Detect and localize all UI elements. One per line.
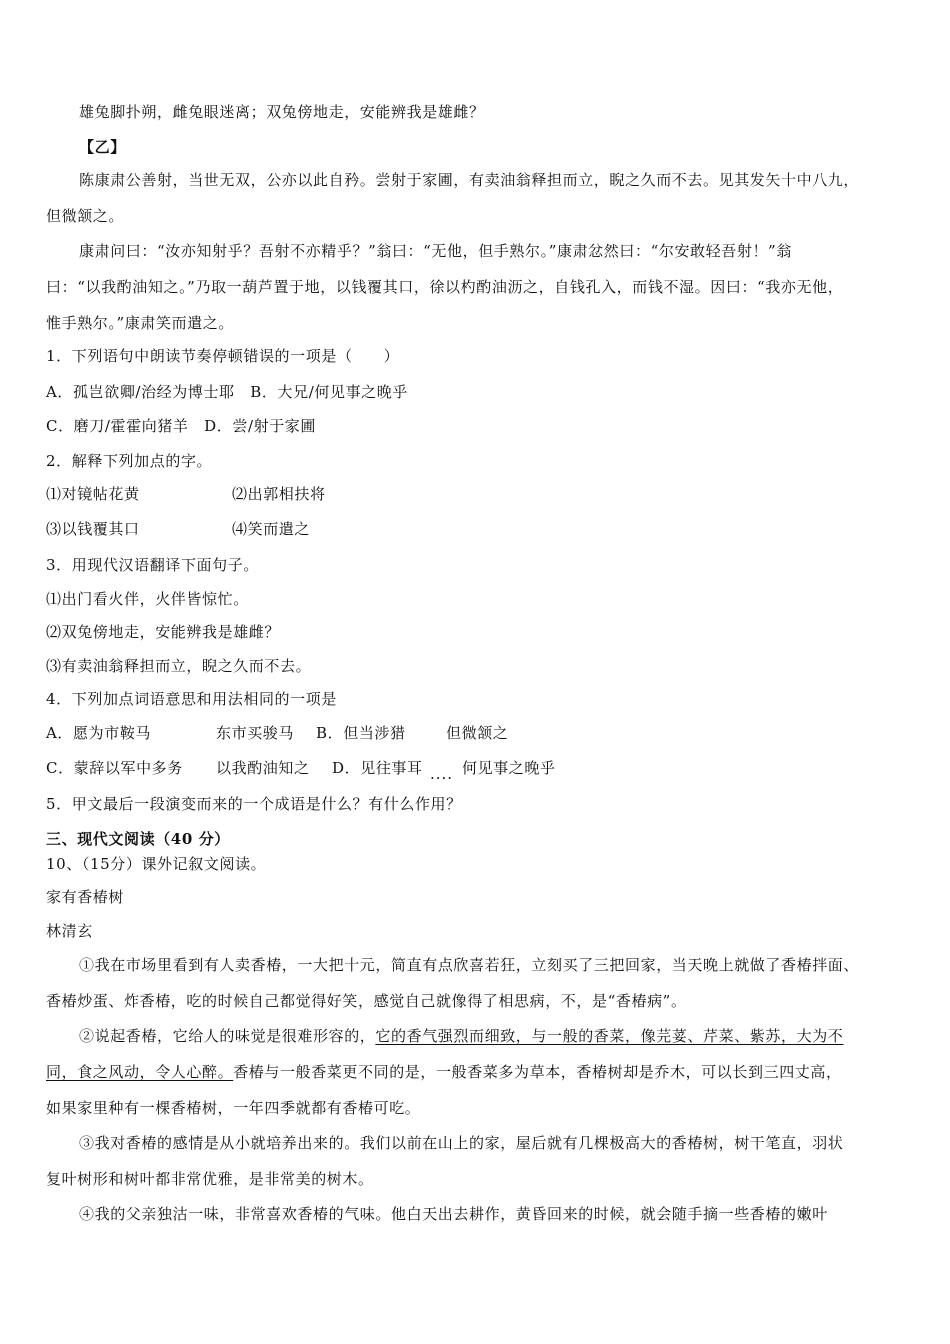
yi-paragraph-1-line-1: 陈康肃公善射，当世无双，公亦以此自矜。尝射于家圃，有卖油翁释担而立，睨之久而不去。见其发矢十中八九，: [79, 171, 860, 189]
paragraph-3-line-2: 复叶树形和树叶都非常优雅，是非常美的树木。: [46, 1170, 374, 1188]
yi-paragraph-2-line-3: 惟手熟尔。”康肃笑而遣之。: [46, 314, 234, 332]
section-3-heading: 三、现代文阅读（40 分）: [46, 830, 230, 848]
question-5: 5．甲文最后一段演变而来的一个成语是什么？有什么作用？: [46, 795, 462, 813]
question-4: 4．下列加点词语意思和用法相同的一项是: [46, 690, 337, 708]
question-4-option-d: D．见往事耳: [332, 759, 423, 777]
article-title: 家有香椿树: [46, 888, 125, 906]
question-2-item-1: ⑴对镜帖花黄: [46, 485, 140, 503]
yi-paragraph-1-line-2: 但微颔之。: [46, 207, 125, 225]
yi-heading: 【乙】: [79, 138, 126, 156]
emphasis-dots: ....: [430, 765, 454, 783]
paragraph-1-line-1: ①我在市场里看到有人卖香椿，一大把十元，简直有点欣喜若狂，立刻买了三把回家，当天晚上就做了香椿拌面、: [79, 956, 860, 974]
question-10-heading: 10、（15分）课外记叙文阅读。: [46, 855, 267, 873]
paragraph-2-line-1: [79, 1026, 843, 1046]
question-2-item-2: ⑵出郭相扶将: [232, 485, 326, 503]
paragraph-1-line-2: 香椿炒蛋、炸香椿，吃的时候自己都觉得好笑，感觉自己就像得了相思病，不，是“香椿病”。: [46, 992, 687, 1010]
paragraph-4-line-1: ④我的父亲独沽一味，非常喜欢香椿的气味。他白天出去耕作，黄昏回来的时候，就会随手摘一些香椿的嫩叶: [79, 1205, 828, 1223]
paragraph-2-line-3: 如果家里种有一棵香椿树，一年四季就都有香椿可吃。: [46, 1099, 421, 1117]
question-3-item-2: ⑵双兔傍地走，安能辨我是雄雌？: [46, 623, 281, 641]
question-1-options-ab: A．孤岂欲卿/治经为博士耶 B．大兄/何见事之晚乎: [46, 383, 408, 401]
question-2-item-3: ⑶以钱覆其口: [46, 520, 140, 538]
paragraph-2-line-2: [46, 1062, 842, 1082]
yi-paragraph-2-line-1: 康肃问曰：“汝亦知射乎？吾射不亦精乎？”翁曰：“无他，但手熟尔。”康肃忿然曰：“尔安敢轻吾射！”翁: [79, 242, 792, 260]
question-3: 3．用现代汉语翻译下面句子。: [46, 556, 259, 574]
poem-end-line: 雄兔脚扑朔，雌兔眼迷离；双兔傍地走，安能辨我是雄雌？: [79, 103, 485, 121]
question-4-option-b-pair: 但微颔之: [446, 724, 509, 742]
question-4-option-d-pair: 何见事之晚乎: [462, 759, 556, 777]
underlined-sentence-end: 同，食之风动，令人心醉。: [46, 1063, 234, 1081]
article-author: 林清玄: [46, 922, 93, 940]
underlined-sentence: 它的香气强烈而细致，与一般的香菜，像芫荽、芹菜、紫苏，大为不: [375, 1027, 844, 1045]
paragraph-2-text-cont: 香椿与一般香菜更不同的是，一般香菜多为草本，香椿树却是乔木，可以长到三四丈高，: [233, 1063, 842, 1081]
question-3-item-3: ⑶有卖油翁释担而立，睨之久而不去。: [46, 657, 312, 675]
question-1: 1．下列语句中朗读节奏停顿错误的一项是（ ）: [46, 347, 400, 365]
question-1-options-cd: C．磨刀/霍霍向猪羊 D．尝/射于家圃: [46, 417, 317, 435]
question-4-option-b: B．但当涉猎: [316, 724, 406, 742]
question-2-item-4: ⑷笑而遣之: [232, 520, 311, 538]
paragraph-3-line-1: ③我对香椿的感情是从小就培养出来的。我们以前在山上的家，屋后就有几棵极高大的香椿树，树干笔直，羽状: [79, 1134, 844, 1152]
paragraph-2-text: ②说起香椿，它给人的味觉是很难形容的，: [79, 1027, 376, 1045]
question-2: 2．解释下列加点的字。: [46, 452, 213, 470]
question-4-option-a-pair: 东市买骏马: [216, 724, 295, 742]
question-4-option-c-pair: 以我酌油知之: [216, 759, 310, 777]
question-4-option-c: C．蒙辞以军中多务: [46, 759, 183, 777]
question-3-item-1: ⑴出门看火伴，火伴皆惊忙。: [46, 590, 249, 608]
yi-paragraph-2-line-2: 曰：“以我酌油知之。”乃取一葫芦置于地，以钱覆其口，徐以杓酌油沥之，自钱孔入，而钱不湿。因曰：“我亦无他，: [46, 278, 844, 296]
question-4-option-a: A．愿为市鞍马: [46, 724, 152, 742]
